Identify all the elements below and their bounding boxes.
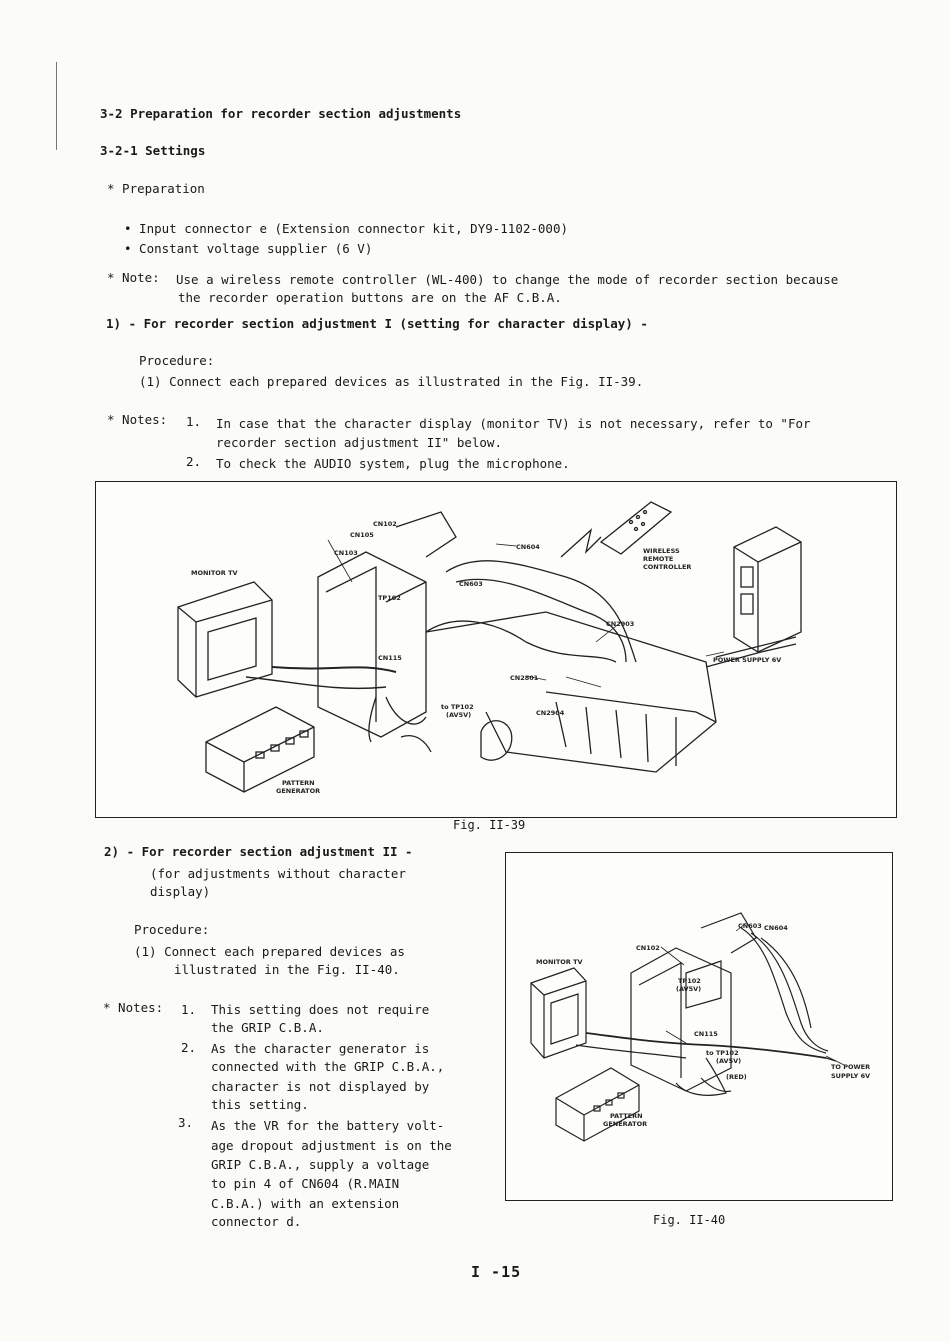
adjustment-2-heading: 2) - For recorder section adjustment II - [104, 844, 413, 859]
page-number: I -15 [471, 1263, 522, 1281]
note-line: C.B.A.) with an extension [211, 1196, 400, 1211]
figure-ii-39-drawing [96, 482, 896, 817]
note-number: 1. [186, 414, 202, 429]
note-line: recorder section adjustment II" below. [216, 435, 502, 450]
label-cn115: CN115 [378, 654, 402, 662]
figure-ii-40-drawing [506, 853, 892, 1200]
label-cn603: CN603 [738, 922, 762, 930]
prep-item: • Constant voltage supplier (6 V) [124, 241, 373, 256]
procedure-step: (1) Connect each prepared devices as [134, 944, 405, 959]
label-generator: GENERATOR [603, 1120, 648, 1128]
note-line: age dropout adjustment is on the [211, 1138, 452, 1153]
label-pattern: PATTERN [610, 1112, 643, 1120]
label-tp102: TP102 [678, 977, 701, 985]
label-supply-6v: SUPPLY 6V [831, 1072, 871, 1080]
label-cn604: CN604 [764, 924, 788, 932]
note-line: this setting. [211, 1097, 309, 1112]
adjustment-2-subline: display) [150, 884, 211, 899]
label-to-power: TO POWER [831, 1063, 871, 1071]
procedure-label: Procedure: [139, 353, 215, 368]
note-label: * Note: [107, 270, 160, 285]
note-line: In case that the character display (monitor TV) is not necessary, refer to "For [216, 416, 811, 431]
label-power-supply: POWER SUPPLY 6V [713, 656, 782, 664]
note-line: to pin 4 of CN604 (R.MAIN [211, 1176, 400, 1191]
procedure-step: (1) Connect each prepared devices as illustrated in the Fig. II-39. [139, 374, 644, 389]
preparation-heading: * Preparation [107, 181, 205, 196]
label-av5v: (AV5V) [676, 985, 702, 993]
procedure-label: Procedure: [134, 922, 210, 937]
label-cn115: CN115 [694, 1030, 718, 1038]
figure-ii-39 [95, 481, 897, 818]
adjustment-1-heading: 1) - For recorder section adjustment I (setting for character display) - [106, 316, 648, 331]
label-cn2904: CN2904 [536, 709, 565, 717]
note-line: character is not displayed by [211, 1079, 430, 1094]
figure-ii-40-caption: Fig. II-40 [653, 1213, 726, 1227]
note-line: To check the AUDIO system, plug the microphone. [216, 456, 570, 471]
adjustment-2-subline: (for adjustments without character [150, 866, 406, 881]
margin-mark [56, 62, 57, 150]
label-cn2801: CN2801 [510, 674, 539, 682]
subsection-heading: 3-2-1 Settings [100, 143, 206, 158]
note-line: connected with the GRIP C.B.A., [211, 1059, 445, 1074]
label-pattern: PATTERN [282, 779, 315, 787]
note-line: As the VR for the battery volt- [211, 1118, 445, 1133]
label-tp102-b: to TP102 [441, 703, 474, 711]
procedure-step: illustrated in the Fig. II-40. [174, 962, 400, 977]
label-wireless-1: WIRELESS [643, 547, 680, 555]
label-cn105: CN105 [350, 531, 374, 539]
note-number: 3. [178, 1115, 194, 1130]
note-line: connector d. [211, 1214, 302, 1229]
note-line: the GRIP C.B.A. [211, 1020, 324, 1035]
label-wireless-3: CONTROLLER [643, 563, 692, 571]
label-cn604: CN604 [516, 543, 540, 551]
label-cn603: CN603 [459, 580, 483, 588]
label-av5v: (AV5V) [446, 711, 472, 719]
label-red: (RED) [726, 1073, 747, 1081]
note-line: As the character generator is [211, 1041, 430, 1056]
label-cn102: CN102 [373, 520, 397, 528]
label-wireless-2: REMOTE [643, 555, 674, 563]
note-number: 2. [181, 1040, 197, 1055]
note-line: This setting does not require [211, 1002, 430, 1017]
note-line: Use a wireless remote controller (WL-400) to change the mode of recorder section because [176, 272, 839, 287]
label-to-tp102: to TP102 [706, 1049, 739, 1057]
section-heading: 3-2 Preparation for recorder section adjustments [100, 106, 462, 121]
label-tp102: TP102 [378, 594, 401, 602]
label-monitor-tv: MONITOR TV [191, 569, 238, 577]
label-cn102: CN102 [636, 944, 660, 952]
prep-item: • Input connector e (Extension connector kit, DY9-1102-000) [124, 221, 569, 236]
note-number: 1. [181, 1002, 197, 1017]
figure-ii-39-caption: Fig. II-39 [453, 818, 526, 832]
label-av5v-2: (AV5V) [716, 1057, 742, 1065]
notes-label: * Notes: [103, 1000, 164, 1015]
figure-ii-40 [505, 852, 893, 1201]
label-monitor-tv: MONITOR TV [536, 958, 583, 966]
note-line: the recorder operation buttons are on the AF C.B.A. [178, 290, 562, 305]
note-line: GRIP C.B.A., supply a voltage [211, 1157, 430, 1172]
label-cn2903: CN2903 [606, 620, 635, 628]
label-generator: GENERATOR [276, 787, 321, 795]
note-number: 2. [186, 454, 202, 469]
label-cn103: CN103 [334, 549, 358, 557]
notes-label: * Notes: [107, 412, 168, 427]
